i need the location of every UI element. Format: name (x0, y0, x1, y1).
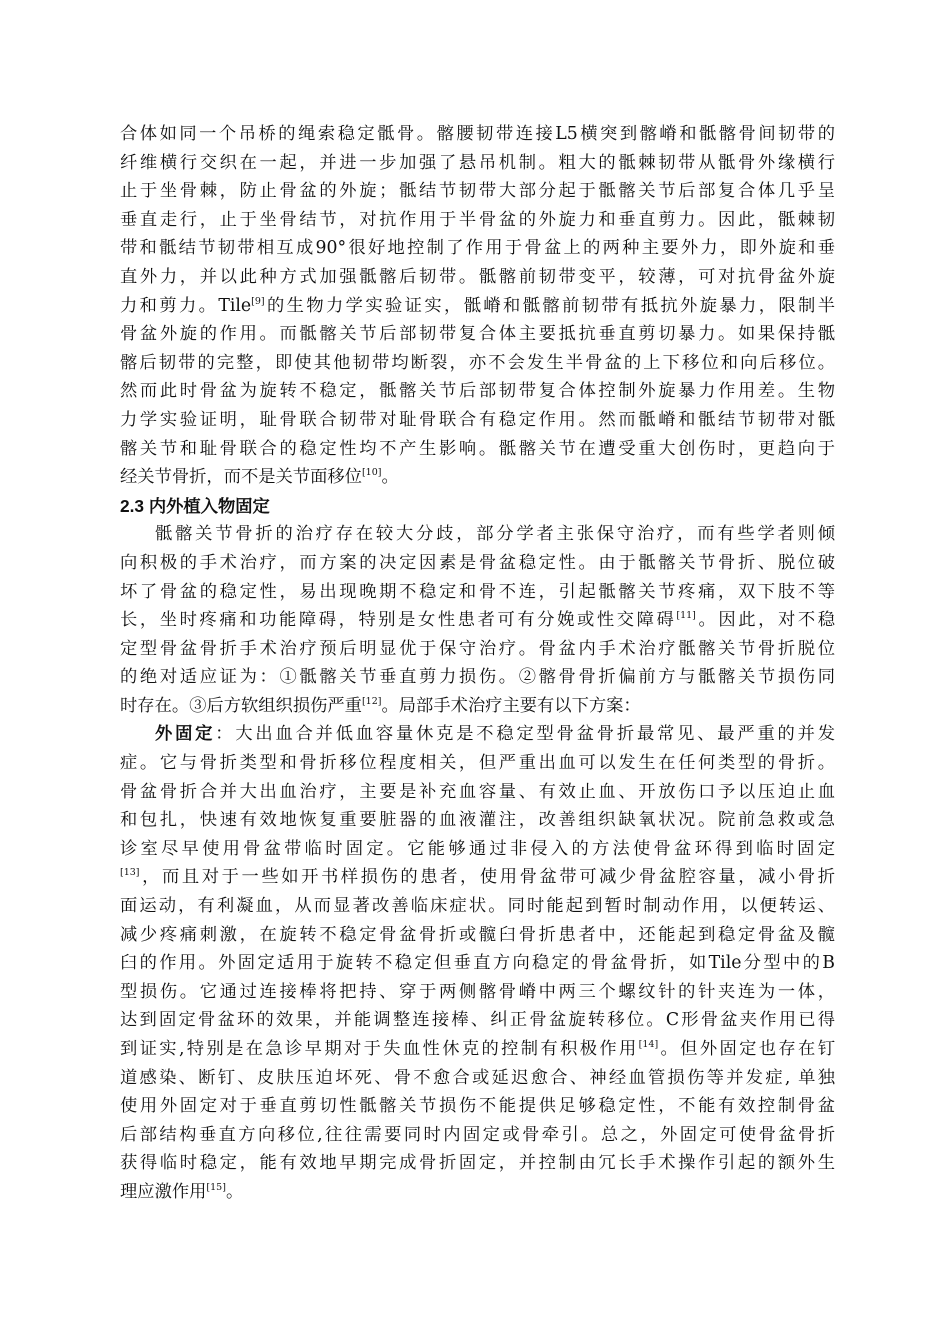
text-line (120, 463, 835, 492)
text-line (120, 863, 835, 892)
section-heading: 2.3 内外植入物固定 (120, 495, 270, 516)
text-line: 髂关节和耻骨联合的稳定性均不产生影响。骶髂关节在遭受重大创伤时，更趋向于 (120, 438, 835, 459)
text-line: 达到固定骨盆环的效果，并能调整连接棒、纠正骨盆旋转移位。C形骨盆夹作用已得 (120, 1010, 835, 1031)
text-line: 髂后韧带的完整，即使其他韧带均断裂，亦不会发生半骨盆的上下移位和向后移位。 (120, 352, 835, 373)
citation-ref: [11] (676, 610, 696, 622)
text-line: 力学实验证明，耻骨联合韧带对耻骨联合有稳定作用。然而骶嵴和骶结节韧带对骶 (120, 409, 835, 430)
text-line: 后部结构垂直方向移位,往往需要同时内固定或骨牵引。总之，外固定可使骨盆骨折 (120, 1124, 835, 1145)
citation-ref: [15] (206, 1181, 226, 1193)
text-line: 型损伤。它通过连接棒将把持、穿于两侧髂骨嵴中两三个螺纹针的针夹连为一体， (120, 981, 835, 1002)
text-line: 使用外固定对于垂直剪切性骶髂关节损伤不能提供足够稳定性，不能有效控制骨盆 (120, 1096, 835, 1117)
text-segment: 。但外固定也存在钉 (658, 1039, 835, 1059)
citation-ref: [13] (120, 867, 140, 879)
text-line: 面运动，有利凝血，从而显著改善临床症状。同时能起到暂时制动作用，以便转运、 (120, 896, 835, 917)
text-line: 合体如同一个吊桥的绳索稳定骶骨。髂腰韧带连接L5横突到髂嵴和骶髂骨间韧带的 (120, 124, 835, 144)
text-line (120, 606, 835, 635)
text-line: 止于坐骨棘，防止骨盆的外旋；骶结节韧带大部分起于骶髂关节后部复合体几乎呈 (120, 181, 835, 202)
text-segment: ，而且对于一些如开书样损伤的患者，使用骨盆带可减少骨盆腔容量，减小骨折 (139, 867, 835, 888)
text-segment: 到证实,特别是在急诊早期对于失血性休克的控制有积极作用 (120, 1039, 639, 1059)
text-segment: 理应激作用 (120, 1181, 207, 1202)
text-line: 定型骨盆骨折手术治疗预后明显优于保守治疗。骨盆内手术治疗骶髂关节骨折脱位 (120, 638, 835, 659)
document-page (120, 120, 835, 1207)
text-segment: 长，坐时疼痛和功能障碍，特别是女性患者可有分娩或性交障碍 (120, 610, 677, 631)
text-segment: 。因此，对不稳 (695, 610, 835, 631)
text-line (120, 720, 835, 749)
text-line (120, 1035, 835, 1064)
paragraph-ligament-anatomy (120, 120, 835, 492)
text-segment: 。局部手术治疗主要有以下方案： (381, 695, 641, 716)
text-line: 纤维横行交织在一起，并进一步加强了悬吊机制。粗大的骶棘韧带从骶骨外缘横行 (120, 152, 835, 173)
text-segment: 的生物力学实验证实，骶嵴和骶髂前韧带有抵抗外旋暴力，限制半 (264, 295, 835, 316)
text-line: 垂直走行，止于坐骨结节，对抗作用于半骨盆的外旋力和垂直剪力。因此，骶棘韧 (120, 209, 835, 230)
text-line: 骨盆骨折合并大出血治疗，主要是补充血容量、有效止血、开放伤口予以压迫止血 (120, 781, 835, 802)
text-segment: 时存在。③后方软组织损伤严重 (120, 695, 362, 716)
text-line: 和包扎，快速有效地恢复重要脏器的血液灌注，改善组织缺氧状况。院前急救或急 (120, 810, 835, 831)
citation-ref: [9] (251, 295, 265, 307)
text-segment: 。 (225, 1181, 244, 1202)
text-segment: 力和剪力。Tile (120, 295, 252, 316)
text-line: 臼的作用。外固定适用于旋转不稳定但垂直方向稳定的骨盆骨折，如Tile分型中的B (120, 953, 835, 974)
text-line: 诊室尽早使用骨盆带临时固定。它能够通过非侵入的方法使骨盆环得到临时固定 (120, 838, 835, 859)
citation-ref: [14] (638, 1039, 659, 1050)
text-segment: ：大出血合并低血容量休克是不稳定型骨盆骨折最常见、最严重的并发 (215, 724, 835, 745)
run-in-heading: 外固定 (155, 724, 216, 745)
citation-ref: [12] (361, 695, 382, 707)
text-segment: 经关节骨折，而不是关节面移位 (120, 467, 362, 488)
text-line (120, 292, 835, 321)
text-line (120, 1178, 835, 1207)
text-line: 获得临时稳定，能有效地早期完成骨折固定，并控制由冗长手术操作引起的额外生 (120, 1153, 835, 1174)
paragraph-external-fixation (120, 720, 835, 1206)
text-line: 向积极的手术治疗，而方案的决定因素是骨盆稳定性。由于骶髂关节骨折、脱位破 (120, 552, 835, 573)
text-line: 坏了骨盆的稳定性，易出现晚期不稳定和骨不连，引起骶髂关节疼痛，双下肢不等 (120, 581, 835, 602)
text-segment: 。 (381, 467, 399, 488)
text-line (120, 692, 835, 721)
text-line: 带和骶结节韧带相互成90°很好地控制了作用于骨盆上的两种主要外力，即外旋和垂 (120, 238, 835, 259)
text-line: 道感染、断钉、皮肤压迫坏死、骨不愈合或延迟愈合、神经血管损伤等并发症, 单独 (120, 1067, 835, 1088)
text-line: 的绝对适应证为：①骶髂关节垂直剪力损伤。②髂骨骨折偏前方与骶髂关节损伤同 (120, 667, 835, 688)
text-line: 症。它与骨折类型和骨折移位程度相关，但严重出血可以发生在任何类型的骨折。 (120, 753, 835, 774)
text-line: 减少疼痛刺激，在旋转不稳定骨盆骨折或髋臼骨折患者中，还能起到稳定骨盆及髋 (120, 924, 835, 945)
text-line: 直外力，并以此种方式加强骶髂后韧带。骶髂前韧带变平，较薄，可对抗骨盆外旋 (120, 266, 835, 287)
text-line: 骨盆外旋的作用。而骶髂关节后部韧带复合体主要抵抗垂直剪切暴力。如果保持骶 (120, 324, 835, 345)
paragraph-treatment (120, 520, 835, 720)
text-line: 骶髂关节骨折的治疗存在较大分歧，部分学者主张保守治疗，而有些学者则倾 (155, 524, 835, 545)
text-line: 然而此时骨盆为旋转不稳定，骶髂关节后部韧带复合体控制外旋暴力作用差。生物 (120, 381, 835, 402)
citation-ref: [10] (361, 467, 382, 479)
